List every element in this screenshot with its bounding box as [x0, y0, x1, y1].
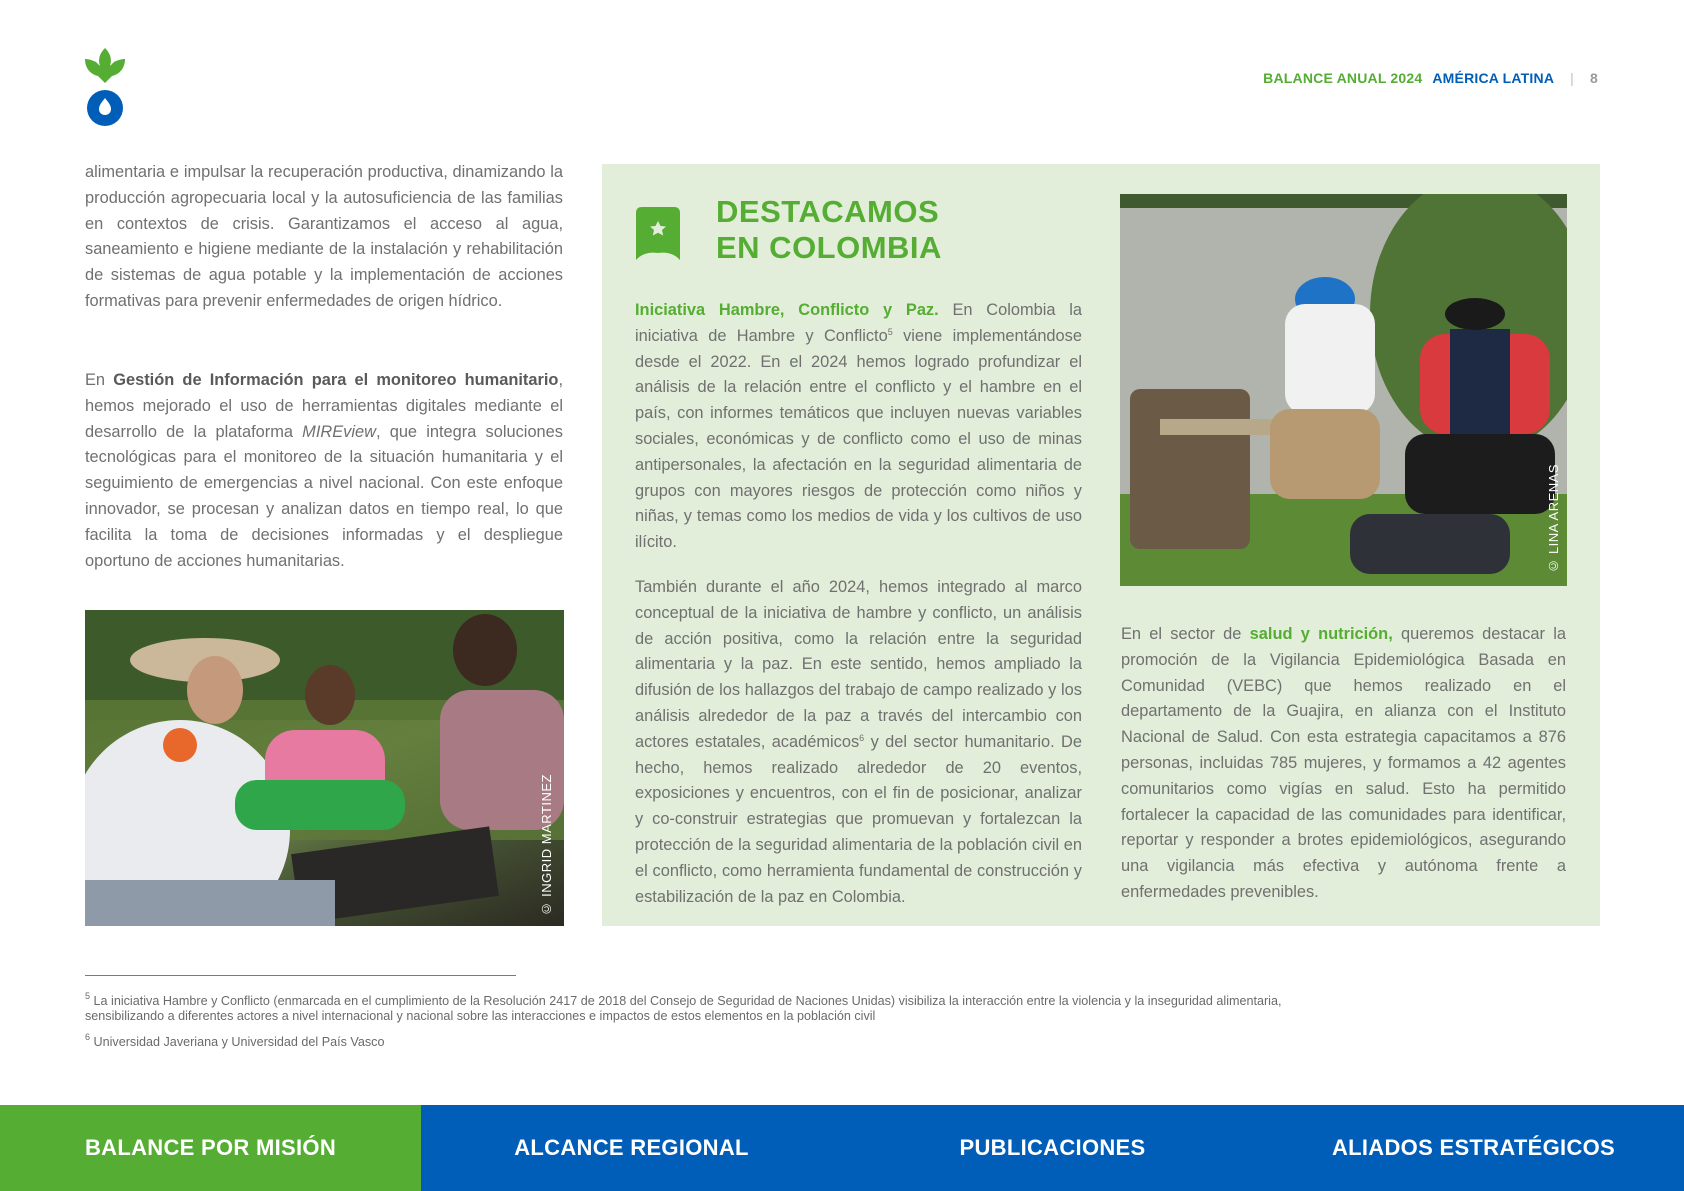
photo-illustration: [1120, 194, 1567, 586]
nav-publicaciones[interactable]: [842, 1105, 1263, 1191]
footnote-ref-5[interactable]: 5: [887, 326, 893, 337]
title-line-1: DESTACAMOS: [716, 194, 940, 229]
text-part: viene implementándose desde el 2022. En el 2024 hemos logrado profundizar el análisis de la relación entre el conflicto y el hambre en el país, con informes temáticos que incluyen nuevas variables sociales, económicas y de conflicto como el uso de minas antipersonales, la afectación en la seguridad alimentaria de grupos con mayores riesgos de protección como niños y niñas, y temas como los medios de vida y los cultivos de uso ilícito.: [635, 326, 1082, 552]
region-title: AMÉRICA LATINA: [1432, 70, 1555, 86]
bookmark-star-icon: [636, 207, 680, 262]
footnote-number: 5: [85, 991, 91, 1001]
nav-alcance-regional[interactable]: [421, 1105, 842, 1191]
initiative-highlight: Iniciativa Hambre, Conflicto y Paz.: [635, 301, 939, 319]
footnote-number: 6: [85, 1032, 91, 1042]
footnote-text: Universidad Javeriana y Universidad del País Vasco: [93, 1035, 385, 1049]
bold-topic: Gestión de Información para el monitoreo humanitario: [113, 371, 559, 389]
text-part: , hemos mejorado el uso de herramientas digitales mediante el desarrollo de la plataforma: [85, 371, 564, 441]
footnote-5: [85, 991, 1325, 1023]
text-part: y del sector humanitario. De hecho, hemos realizado alrededor de 20 eventos, exposiciones y encuentros, con el fin de posicionar, analizar y co-construir estrategias que promuevan y fortalezcan la protección de la seguridad alimentaria de la población civil en el conflicto, como herramienta fundamental de construcción y estabilización de la paz en Colombia.: [635, 732, 1082, 906]
photo-riverside-conversation: [1120, 194, 1567, 586]
report-title: BALANCE ANUAL 2024: [1263, 70, 1423, 86]
text-part: En Colombia la iniciativa de Hambre y Conflicto: [635, 301, 1082, 345]
footnote-divider: [85, 975, 516, 976]
photo-credit: © LINA ARENAS: [1546, 464, 1561, 574]
photo-seedling-workshop: [85, 610, 564, 926]
nav-label: PUBLICACIONES: [959, 1135, 1146, 1160]
left-paragraph-1: alimentaria e impulsar la recuperación productiva, dinamizando la producción agropecuaria local y la autosuficiencia de las familias en contextos de crisis. Garantizamos el acceso al agua, saneamiento e higiene mediante de la instalación y rehabilitación de sistemas de agua potable y la implementación de acciones formativas para prevenir enfermedades de origen hídrico.: [85, 163, 563, 310]
leaf-and-drop-logo-icon: [84, 46, 126, 128]
section-title: [716, 194, 942, 266]
peace-analysis-paragraph: [635, 575, 1082, 910]
platform-name: MIREview: [302, 422, 376, 441]
text-part: , que integra soluciones tecnológicas para el monitoreo de la situación humanitaria y el seguimiento de emergencias a nivel nacional. Con este enfoque innovador, se procesan y analizan datos en tiempo real, lo que facilita la toma de decisiones informadas y el despliegue oportuno de acciones humanitarias.: [85, 422, 563, 570]
page-header: [1263, 70, 1598, 86]
text-part: queremos destacar la promoción de la Vigilancia Epidemiológica Basada en Comunidad (VEBC) que hemos realizado en el departamento de la Guajira, en alianza con el Instituto Nacional de Salud. Con esta estrategia capacitamos a 876 personas, incluidas 785 mujeres, y formamos a 42 agentes comunitarios como vigías en salud. Esto ha permitido fortalecer la capacidad de las comunidades para identificar, reportar y responder a brotes epidemiológicos, asegurando una vigilancia más efectiva y autónoma frente a enfermedades prevenibles.: [1121, 625, 1567, 901]
text-lead: En el sector de: [1121, 625, 1250, 643]
nav-label: BALANCE POR MISIÓN: [84, 1135, 337, 1160]
header-separator: |: [1570, 70, 1574, 86]
photo-credit: © INGRID MARTINEZ: [539, 773, 554, 916]
nav-balance-por-mision[interactable]: [0, 1105, 421, 1191]
photo-illustration: [85, 610, 564, 926]
footnote-6: [85, 1032, 1325, 1050]
nav-aliados-estrategicos[interactable]: [1263, 1105, 1684, 1191]
text-part: También durante el año 2024, hemos integrado al marco conceptual de la iniciativa de hambre y conflicto, un análisis de acción positiva, como la relación entre la seguridad alimentaria y la paz. En este sentido, hemos ampliado la difusión de los hallazgos del trabajo de campo realizado y los análisis alrededor de la paz a través del intercambio con actores estatales, académicos: [635, 578, 1082, 751]
footnote-ref-6[interactable]: 6: [859, 732, 865, 743]
page-number: 8: [1590, 70, 1598, 86]
organization-logo: [84, 46, 126, 128]
text-lead: En: [85, 371, 114, 389]
nav-label: ALIADOS ESTRATÉGICOS: [1331, 1135, 1616, 1160]
title-line-2: EN COLOMBIA: [716, 230, 942, 265]
left-paragraph-2: [85, 368, 563, 574]
bottom-navigation: [0, 1105, 1684, 1191]
nav-label: ALCANCE REGIONAL: [514, 1135, 749, 1160]
footnote-text: La iniciativa Hambre y Conflicto (enmarcada en el cumplimiento de la Resolución 2417 de 2018 del Consejo de Seguridad de Naciones Unidas) visibiliza la interacción entre la violencia y la inseguridad alimentaria, sensibilizando a diferentes actores a nivel internacional y nacional sobre las interacciones e impactos de estos elementos en la población civil: [85, 994, 1282, 1023]
health-highlight: salud y nutrición,: [1249, 625, 1393, 643]
health-nutrition-paragraph: [1121, 622, 1566, 906]
hunger-conflict-paragraph: [635, 298, 1082, 556]
